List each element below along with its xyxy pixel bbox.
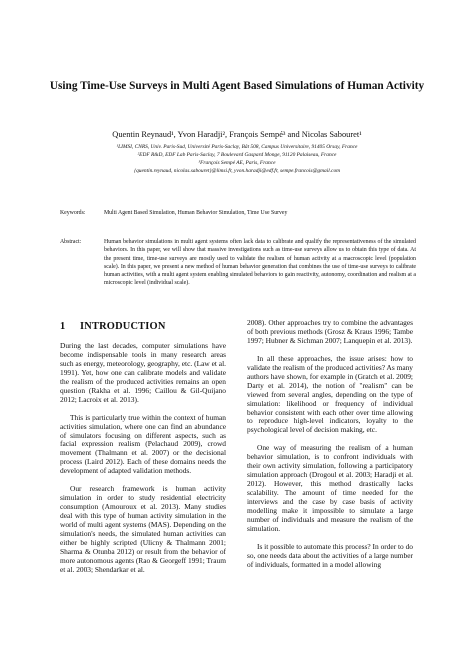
abstract-label: Abstract:	[60, 239, 82, 245]
affiliation-1: ¹LIMSI, CNRS, Univ. Paris-Sud, Université Paris-Saclay, Bât 508, Campus Universitaire, 91405 Orsay, France	[116, 144, 358, 150]
paper-title: Using Time-Use Surveys in Multi Agent Based Simulations of Human Activity	[49, 80, 425, 92]
affiliation-3: ³François Sempé AE, Paris, France	[198, 160, 276, 166]
paragraph: In all these approaches, the issue arises: how to validate the realism of the produced activities? As many authors have shown, for example in (Gratch et al. 2009; Darty et al. 2014), the notion of "realism" can be viewed from several angles, depending on the type of simulation: likelihood or frequency of individual behavior consistent with each other over time allowing to reproduce high-level indicators, loyalty to the psychological level of decision making, etc.	[247, 353, 413, 435]
affiliation-2: ²EDF R&D, EDF Lab Paris-Saclay, 7 Boulevard Gaspard Monge, 91120 Palaiseau, France	[137, 152, 337, 158]
section-number: 1	[60, 321, 66, 332]
paragraph: This is particularly true within the context of human activities simulation, where one can find an abundance of simulators focusing on different aspects, such as facial expression realism (Pelachaud 2009), crowd movement (Thalmann et al. 2007) or the decisional process (Laird 2012). Each of these domains needs the development of adapted validation methods.	[60, 412, 226, 476]
keywords-text: Multi Agent Based Simulation, Human Behavior Simulation, Time Use Survey	[104, 210, 288, 216]
paragraph: Our research framework is human activity simulation in order to study residential electricity consumption (Amouroux et al. 2013). Many studies deal with this type of human activity simulation in the world of multi agent systems (MAS). Depending on the simulation's needs, the simulated human activities can either be highly scripted (Ulicny & Thalmann 2001; Sharma & Otunba 2012) or result from the behavior of more autonomous agents (Rao & Georgeff 1991; Traum et al. 2003; Shendarkar et al.	[60, 484, 226, 574]
keywords-label: Keywords:	[60, 210, 86, 216]
section-heading	[60, 320, 166, 333]
abstract-text: Human behavior simulations in multi agent systems often lack data to calibrate and qualify the representativeness of the simulated behaviors. In this paper, we will show that massive investigations such as time-use surveys allow us to obtain this type of data. At the present time, time-use surveys are mostly used to validate the realism of human activity at a macroscopic level (population scale). In this paper, we present a new method of human behavior generation that combines the use of time-use surveys to calibrate human activities, with a multi agent system enabling simulated behaviors to gain reactivity, autonomy, coordination and realism at a microscopic level (individual scale).	[104, 239, 416, 287]
paragraph: Is it possible to automate this process? In order to do so, one needs data about the activities of a large number of individuals, formatted in a model allowing	[247, 541, 413, 569]
right-column	[247, 319, 413, 579]
author-emails: {quentin.reynaud, nicolas.sabouret}@limsi.fr, yvon.haradji@edf.fr, sempe.francois@gmail.com	[133, 168, 341, 174]
paragraph: During the last decades, computer simulations have become indispensable tools in many research areas such as energy, meteorology, geography, etc. (Law et al. 1991). Yet, how one can calibrate models and validate the realism of the produced activities remains an open question (Rakha et al. 1996; Caillou & Gil-Quijano 2012; Lacroix et al. 2013).	[60, 341, 226, 404]
author-list: Quentin Reynaud¹, Yvon Haradji², François Sempé³ and Nicolas Sabouret¹	[112, 130, 362, 139]
paragraph: 2008). Other approaches try to combine the advantages of both previous methods (Grosz & Kraus 1996; Tambe 1997; Hubner & Sichman 2007; Lanquepin et al. 2013).	[247, 318, 413, 345]
paragraph: One way of measuring the realism of a human behavior simulation, is to confront individuals with their own activity simulation, following a participatory simulation approach (Drogoul et al. 2003; Haradji et al. 2012). However, this method drastically lacks scalability. The amount of time needed for the interviews and the case by case basis of activity modelling make it impossible to simulate a large number of individuals and measure the realism of the simulation.	[247, 443, 413, 533]
left-column	[60, 342, 226, 584]
section-title: INTRODUCTION	[80, 321, 166, 332]
